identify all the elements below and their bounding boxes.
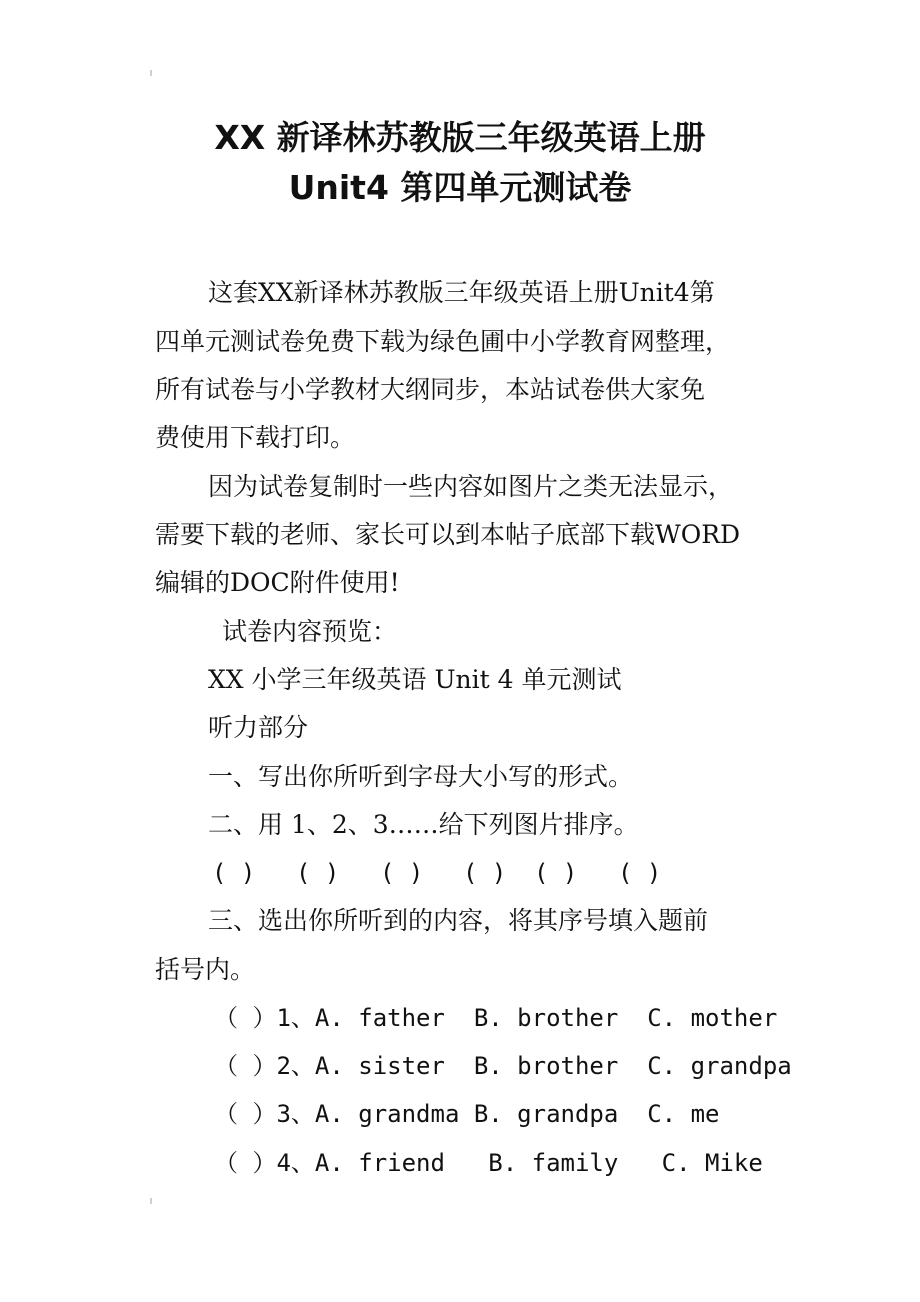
scan-mark — [150, 1198, 152, 1204]
answer-blank: ( ) — [212, 859, 256, 887]
test-title: XX 小学三年级英语 Unit 4 单元测试 — [208, 665, 622, 694]
question-3-line-1: 三、选出你所听到的内容，将其序号填入题前 — [208, 906, 709, 935]
document-title-line-2: Unit4 第四单元测试卷 — [288, 168, 632, 207]
preview-label: 试卷内容预览： — [222, 617, 398, 646]
document-title-line-1: XX 新译林苏教版三年级英语上册 — [214, 118, 706, 157]
intro-line-2: 四单元测试卷免费下载为绿色圃中小学教育网整理， — [155, 327, 731, 356]
answer-blank: ( ) — [296, 859, 340, 887]
section-listening: 听力部分 — [208, 713, 309, 742]
question-3-line-2: 括号内。 — [155, 955, 256, 984]
answer-blank: ( ) — [380, 859, 424, 887]
notice-line-1: 因为试卷复制时一些内容如图片之类无法显示， — [208, 472, 734, 501]
answer-blank: ( ) — [463, 859, 507, 887]
scan-mark — [150, 70, 152, 76]
question-2: 二、用 1、2、3……给下列图片排序。 — [208, 810, 639, 839]
choice-item-3: （ ）3、A. grandma B. grandpa C. me — [214, 1100, 720, 1128]
answer-blank: ( ) — [534, 859, 578, 887]
notice-line-3: 编辑的DOC附件使用! — [155, 568, 400, 597]
intro-line-3: 所有试卷与小学教材大纲同步，本站试卷供大家免 — [155, 375, 706, 404]
intro-line-4: 费使用下载打印。 — [155, 423, 356, 452]
answer-blank: ( ) — [618, 859, 662, 887]
choice-item-4: （ ）4、A. friend B. family C. Mike — [214, 1149, 763, 1177]
intro-line-1: 这套XX新译林苏教版三年级英语上册Unit4第 — [208, 278, 715, 307]
choice-item-2: （ ）2、A. sister B. brother C. grandpa — [214, 1052, 792, 1080]
question-1: 一、写出你所听到字母大小写的形式。 — [208, 762, 634, 791]
choice-item-1: （ ）1、A. father B. brother C. mother — [214, 1004, 778, 1032]
notice-line-2: 需要下载的老师、家长可以到本帖子底部下载WORD — [155, 520, 741, 549]
